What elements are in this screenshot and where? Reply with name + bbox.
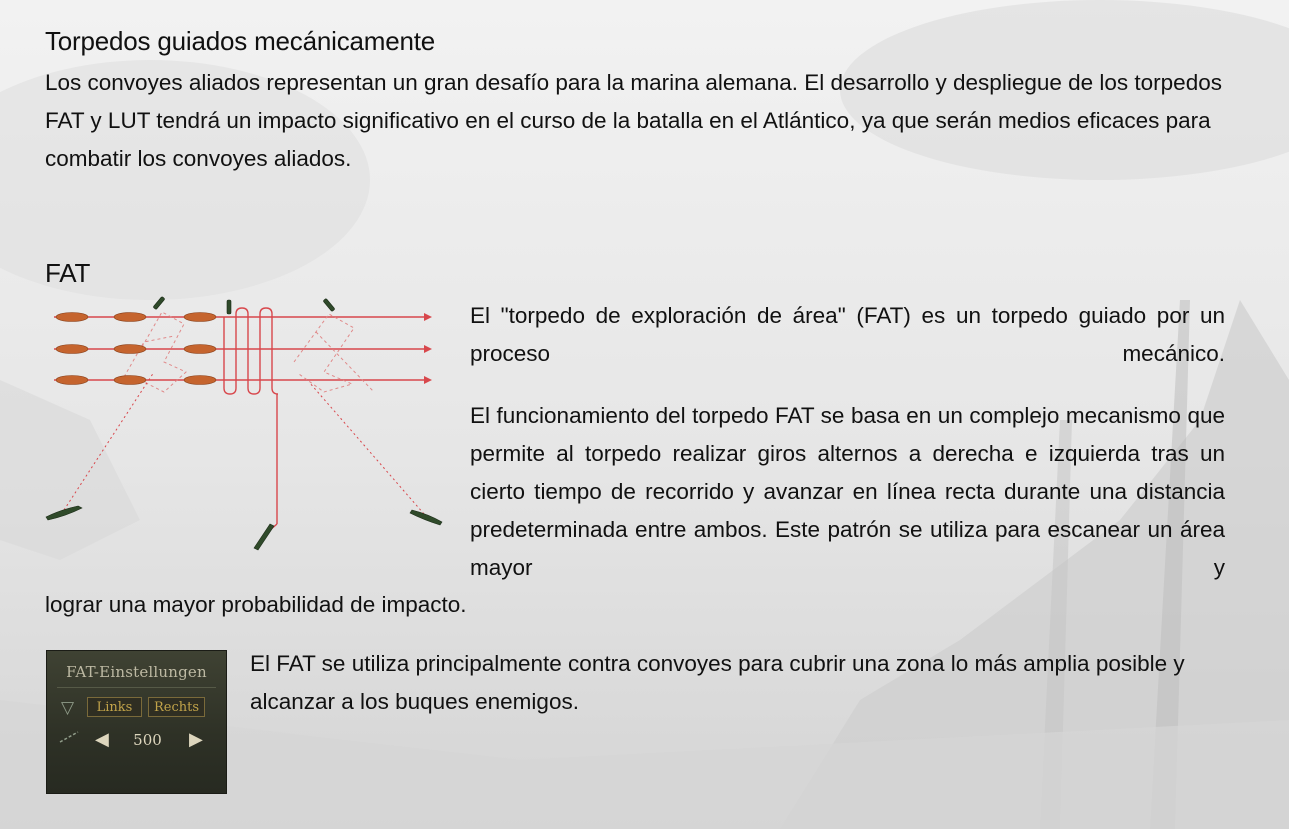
arrow-right-icon[interactable]: ▶ — [189, 729, 203, 750]
torpedo-paths — [54, 317, 424, 380]
arrow-left-icon[interactable]: ◀ — [95, 729, 109, 750]
fat-heading: FAT — [45, 258, 91, 288]
fat-pattern-diagram — [44, 292, 444, 554]
toggle-rechts-button[interactable]: Rechts — [148, 697, 205, 717]
intro-paragraph: Los convoyes aliados representan un gran desafío para la marina alemana. El desarrollo y despliegue de los torpedos FAT y LUT tendrá un impacto significativo en el curso de la batalla en el Atlántico, ya que serán medios eficaces para combatir los convoyes aliados. — [45, 70, 1222, 171]
arrowheads — [424, 313, 432, 384]
distance-value: 500 — [133, 731, 162, 749]
section-title: Torpedos guiados mecánicamente — [45, 26, 436, 56]
fat-settings-panel — [46, 650, 227, 794]
fat-usage: El FAT se utiliza principalmente contra convoyes para cubrir una zona lo más amplia posible y alcanzar a los buques enemigos. — [250, 651, 1185, 714]
triangle-down-icon[interactable]: ▽ — [61, 698, 75, 718]
submarines — [46, 296, 442, 550]
panel-title: FAT-Einstellungen — [66, 663, 207, 681]
fat-definition: El "torpedo de exploración de área" (FAT) es un torpedo guiado por un proceso mecánico. — [470, 303, 1225, 366]
fat-mechanism: El funcionamiento del torpedo FAT se basa en un complejo mecanismo que permite al torpedo realizar giros alternos a derecha e izquierda tras un cierto tiempo de recorrido y avanzar en línea recta durante una distancia predeterminada entre ambos. Este patrón se utiliza para escanear un área mayor y — [470, 403, 1225, 580]
meander-path — [224, 308, 278, 394]
distance-slash-icon — [59, 731, 79, 743]
panel-divider — [57, 687, 216, 688]
convoy-ships — [56, 313, 216, 385]
fat-mechanism-end: lograr una mayor probabilidad de impacto. — [45, 592, 467, 617]
toggle-links-button[interactable]: Links — [87, 697, 142, 717]
